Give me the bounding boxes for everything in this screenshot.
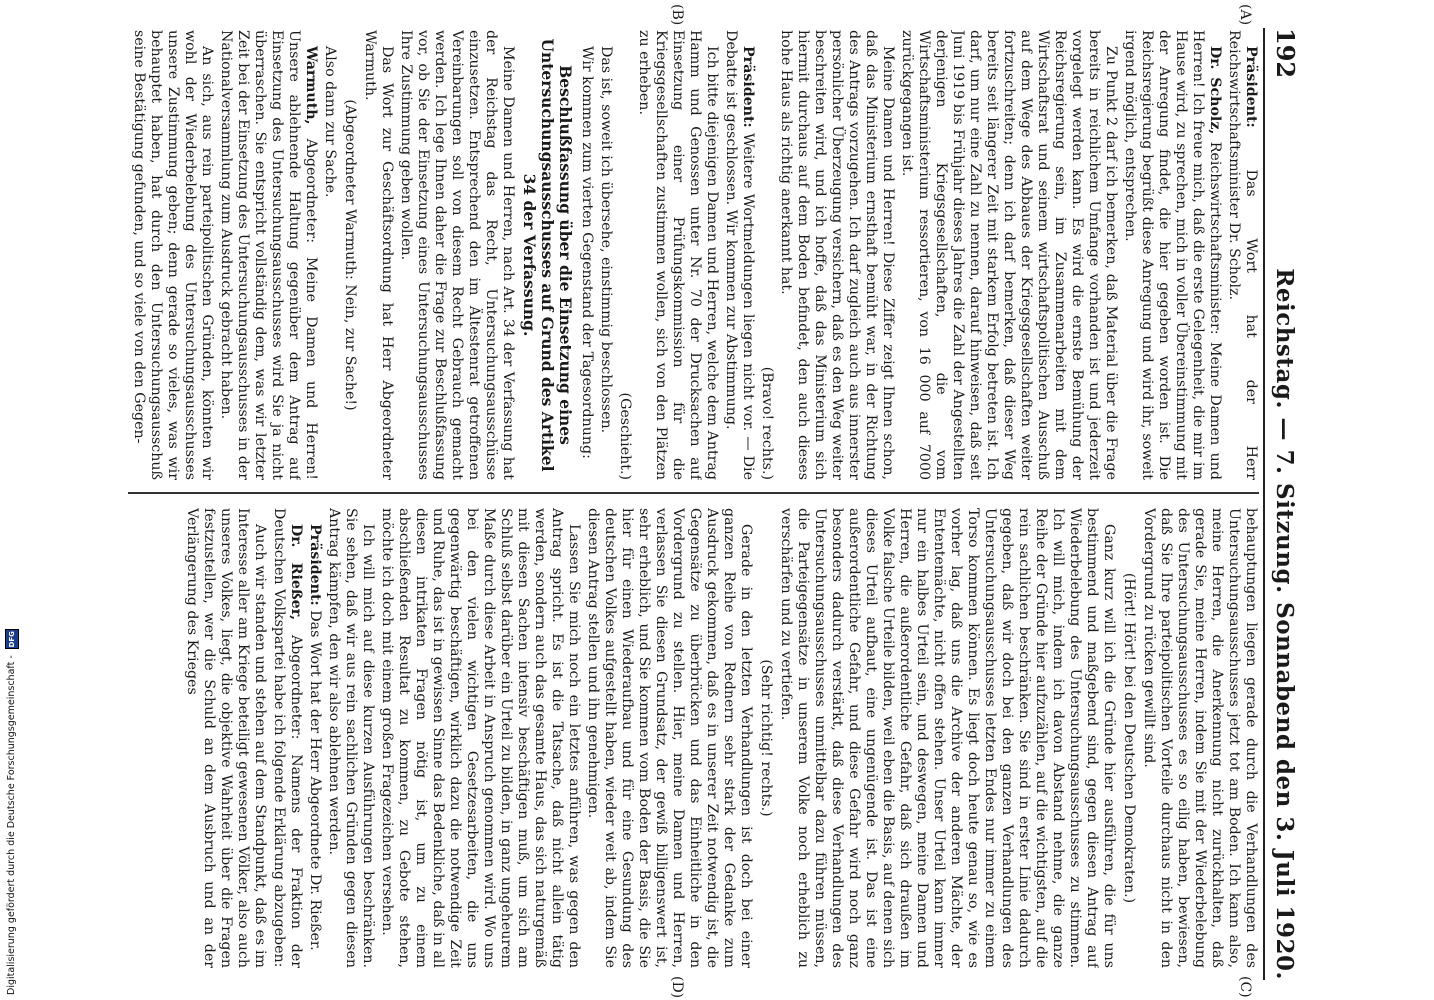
digitization-credit: [0, 0, 30, 1000]
speaker-name: Dr. Rießer,: [288, 524, 304, 621]
paragraph: Ich will mich auf diese kurzen Ausführungen beschränken. Sie sehen, daß wir aus rein sachlichen Gründen gegen diesen Antrag kämpfen, den wir also ablehnen werden.: [326, 508, 376, 968]
page-header: [1271, 28, 1305, 980]
margin-marker-a: (A): [1237, 4, 1253, 26]
paragraph: Präsident: Das Wort hat der Herr Reichswirtschaftsminister Dr. Scholz.: [1226, 30, 1259, 480]
paragraph: Meine Damen und Herren! Diese Ziffer zeigt Ihnen schon, daß das Ministerium ernsthaft bemüht war, in der Richtung des Antrags vorzugehen. Ich darf zugleich auch aus innerster persönlicher Überzeugung versichern, daß es den Weg weiter beschreiten wird, und ich hoffe, daß das Ministerium sich hiermit durchaus auf dem Boden befindet, den auch dieses hohe Haus als richtig anerkannt hat.: [778, 30, 896, 480]
paragraph: Warmuth, Abgeordneter: Meine Damen und Herren! Unsere ablehnende Haltung gegenüber dem Antrag auf Einsetzung des Untersuchungsausschusses wird Sie ja nicht überraschen. Sie entspricht vollständig dem, was wir letzter Zeit bei der Einsetzung des Untersuchungsausschusses in der Nationalversammlung zum Ausdruck gebracht haben.: [218, 30, 319, 480]
paragraph: Also dann zur Sache.: [322, 46, 338, 198]
running-title: Reichstag. — 7. Sitzung. Sonnabend den 3. Juli 1920.: [1271, 268, 1298, 980]
paragraph: Ich bitte diejenigen Damen und Herren, welche dem Antrag Hamm und Genossen unter Nr. 70 der Drucksachen auf Einsetzung einer Prüfungskommission für die Kriegsgesellschaften zustimmen wollen, sich von den Plätzen zu erheben.: [636, 30, 720, 480]
paragraph: Präsident: Das Wort hat der Herr Abgeordnete Dr. Rießer.: [307, 524, 323, 951]
margin-marker-d: (D): [669, 976, 685, 999]
interjection: (Abgeordneter Warmuth: Nein, zur Sache!): [342, 99, 358, 411]
margin-marker-c: (C): [1237, 976, 1253, 998]
paragraph: Dr. Rießer, Abgeordneter: Namens der Fraktion der Deutschen Volkspartei habe ich folgende Erklärung abzugeben:: [271, 508, 304, 968]
paragraph: Meine Damen und Herren, nach Art. 34 der Verfassung hat der Reichstag das Recht, Untersuchungsausschüsse einzusetzen. Entsprechend den im Ältestenrat getroffenen Vereinbarungen soll von diesem Recht Gebrauch gemacht werden. Ich lege Ihnen daher die Frage zur Beschlußfassung vor, ob Sie der Einsetzung eines Untersuchungsausschusses Ihre Zustimmung geben wollen.: [398, 30, 516, 480]
speaker-name: Warmuth,: [303, 46, 319, 125]
page-number: 192: [1271, 28, 1300, 79]
paragraph: Ganz kurz will ich die Gründe hier ausführen, die für uns bestimmend und maßgebend sind, gegen diesen Antrag auf Wiederbelebung des Untersuchungsausschusses zu stimmen. Ich will mich, indem ich davon Abstand nehme, die ganze Reihe der Gründe hier aufzuzählen, auf die wichtigsten, auf die rein sachlichen beschränken. Sie sind in erster Linie dadurch gegeben, daß wir doch bei den ganzen Verhandlungen des Untersuchungsausschusses letzten Endes nur immer zu einem Torso kommen können. Es liegt doch heute genau so, wie es vorher lag, daß uns die Archive der anderen Mächte, der Ententemächte, nicht offen stehen. Unser Urteil kann immer nur ein halbes Urteil sein, und deswegen, meine Damen und Herren, die außerordentliche Gefahr, daß sich draußen im Volke falsche Urteile bilden, weil eben die Basis, auf denen sich dieses Urteil aufbaut, eine ungenügende ist. Das ist eine außerordentliche Gefahr, und diese Gefahr wird noch ganz besonders dadurch verstärkt, daß diese Verhandlungen des Untersuchungsausschusses unmittelbar dazu führen müssen, die Parteigegensätze in unserem Volke noch erheblich zu verschärfen und zu vertiefen.: [778, 508, 1117, 968]
speaker-name: Dr. Scholz,: [1207, 46, 1223, 135]
credit-text: Digitalisierung gefördert durch die Deutsche Forschungsgemeinschaft -: [6, 655, 17, 995]
paragraph: An sich, aus rein parteipolitischen Gründen, könnten wir wohl der Wiederbelebung des Untersuchungsausschusses unsere Zustimmung geben; denn gerade so vieles, was wir behauptet haben, hat durch den Untersuchungsausschuß seine Bestätigung gefunden, und so viele von den Gegen-: [131, 30, 215, 480]
paragraph: Gerade in den letzten Verhandlungen ist doch bei einer ganzen Reihe von Rednern sehr stark der Gedanke zum Ausdruck gekommen, daß es in unserer Zeit notwendig ist, die Gegensätze zu überbrücken und das Einheitliche in den Vordergrund zu stellen. Hier, meine Damen und Herren, verlassen Sie diesen Grundsatz, der gewiß billigenswert ist, sehr erheblich, und Sie kommen vom Boden der Basis, die Sie hier für einen Wiederaufbau und für eine Gesundung des deutschen Volkes aufgestellt haben, wieder weit ab, indem Sie diesen Antrag stellen und ihn genehmigen.: [585, 508, 754, 968]
paragraph: Präsident: Weitere Wortmeldungen liegen nicht vor. — Die Debatte ist geschlossen. Wir kommen zur Abstimmung.: [723, 30, 756, 480]
interjection: (Bravo! rechts.): [759, 366, 775, 480]
paragraph: Dr. Scholz, Reichswirtschaftsminister: Meine Damen und Herren! Ich freue mich, daß die erste Gelegenheit, die mir im Hause wird, zu sprechen, mich in voller Übereinstimmung mit der Anregung findet, die hier gegeben worden ist. Die Reichsregierung begrüßt diese Anregung und wird ihr, soweit irgend möglich, entsprechen.: [1122, 30, 1223, 480]
dfg-logo: DFG: [5, 629, 19, 649]
speaker-name: Präsident:: [740, 46, 756, 128]
paragraph: Das ist, soweit ich übersehe, einstimmig beschlossen.: [598, 46, 614, 434]
left-column: [120, 30, 1259, 480]
document-page: [110, 0, 1325, 1000]
paragraph: Auch wir standen und stehen auf dem Standpunkt, daß es im Interesse aller am Kriege beteiligt gewesenen Völker, also auch unseres Volkes, liegt, die objektive Wahrheit über die Fragen festzustellen, wer die Schuld an dem Ausbruch und an der Verlängerung des Krieges: [184, 508, 268, 968]
margin-marker-b: (B): [669, 4, 685, 26]
interjection: (Geschieht.): [617, 392, 633, 480]
column-divider: [128, 492, 1259, 494]
paragraph: Wir kommen zum vierten Gegenstand der Tagesordnung:: [579, 46, 595, 459]
speaker-name: Präsident:: [307, 524, 323, 606]
right-column: [120, 508, 1259, 968]
speaker-name: Präsident:: [1243, 46, 1259, 128]
header-rule: [1263, 28, 1265, 980]
scanned-page: [110, 0, 1325, 1000]
paragraph: Das Wort zur Geschäftsordnung hat Herr Abgeordneter Warmuth.: [362, 30, 395, 480]
interjection: (Sehr richtig! rechts.): [758, 659, 774, 817]
agenda-heading: Beschlußfassung über die Einsetzung eines Untersuchungsausschusses auf Grund des Artikel 34 der Verfassung.: [520, 38, 575, 472]
paragraph: behauptungen liegen gerade durch die Verhandlungen des Untersuchungsausschusses jetzt tot am Boden. Ich kann also, meine Herren, die Anerkennung nicht zurückhalten, daß gerade Sie, meine Herren, indem Sie mit der Wiederbelebung des Untersuchungsausschusses es so eilig haben, bewiesen, daß Sie Ihre parteipolitischen Vorteile durchaus nicht in den Vordergrund zu rücken gewillt sind.: [1141, 508, 1259, 968]
interjection: (Hört! Hört! bei den Deutschen Demokraten.): [1121, 572, 1137, 904]
paragraph: Lassen Sie mich noch ein letztes anführen, was gegen den Antrag spricht. Es ist die Tatsache, daß nicht allein tätig werden, sondern auch das gesamte Haus, das sich naturgemäß mit diesen Sachen intensiv beschäftigen muß, um sich am Schluß selbst darüber ein Urteil zu bilden, in ganz ungeheurem Maße durch diese Arbeit in Anspruch genommen wird. Wo uns bei den vielen wichtigen Gesetzesarbeiten, die uns gegenwärtig beschäftigen, wirklich dazu die notwendige Zeit und Ruhe, das ist in gewissen Sinne das Bedenkliche, daß in all diesen intrikaten Fragen nötig ist, um zu einem abschließenden Resultat zu kommen, zu Gebote stehen, möchte ich doch mit einem großen Fragezeichen versehen.: [379, 508, 582, 968]
paragraph: Zu Punkt 2 darf ich bemerken, daß Material über die Frage bereits in reichlichem Umfange vorhanden ist und jederzeit vorgelegt werden kann. Es wird die ernste Bemühung der Reichsregierung sein, im Zusammenarbeiten mit dem Wirtschaftsrat und seinem wirtschaftspolitischen Ausschuß auf dem Wege des Abbaues der Kriegsgesellschaften weiter fortzuschreiten; denn ich darf bemerken, daß dieser Weg bereits seit längerer Zeit mit starkem Erfolg betreten ist. Ich darf, um nur eine Zahl zu nennen, darauf hinweisen, daß seit Juni 1919 bis Frühjahr dieses Jahres die Zahl der Angestellten derjenigen Kriegsgesellschaften, die vom Wirtschaftsministerium ressortieren, von 16 000 auf 7000 zurückgegangen ist.: [899, 30, 1119, 480]
